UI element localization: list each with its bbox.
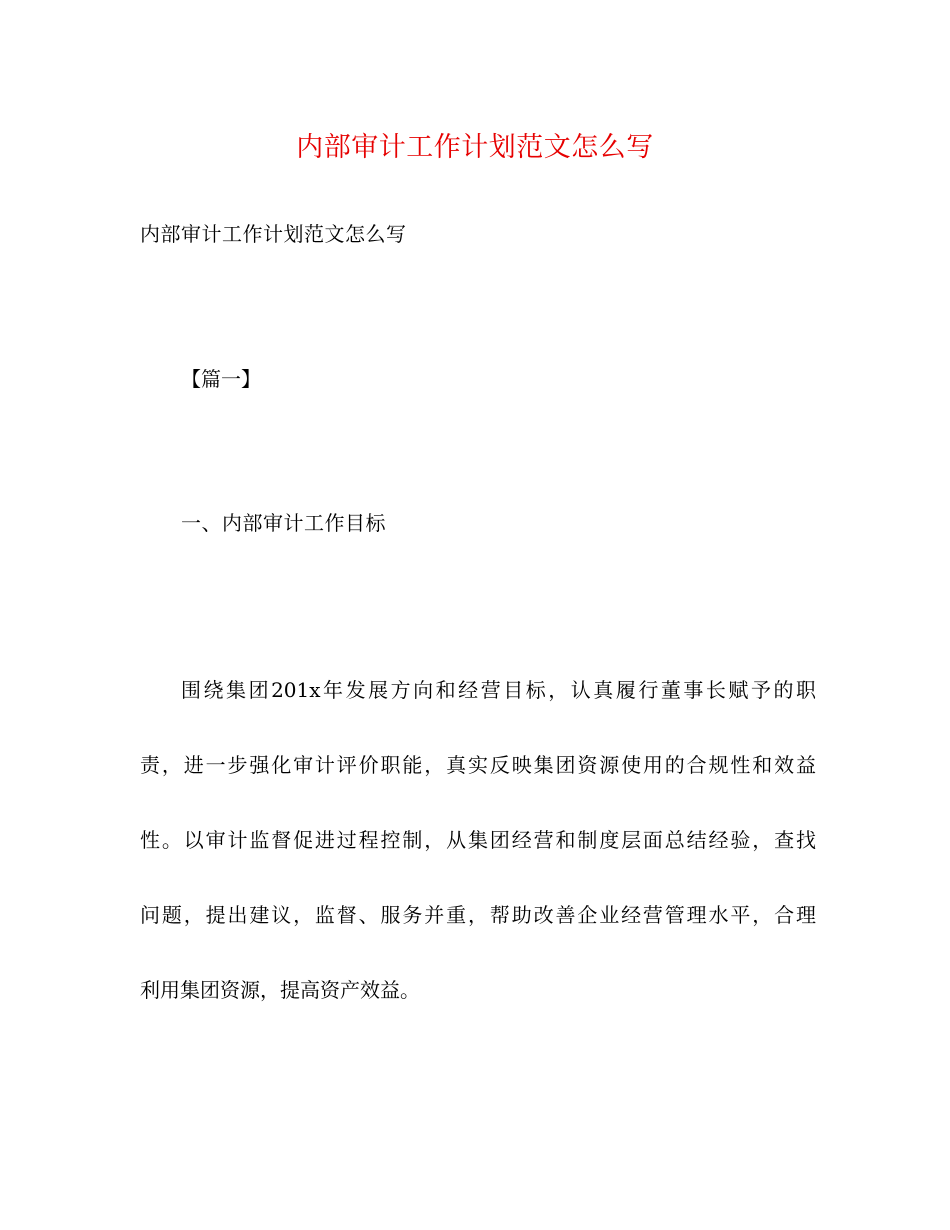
paragraph-line: 利用集团资源，提高资产效益。 xyxy=(140,978,420,1002)
document-subtitle: 内部审计工作计划范文怎么写 xyxy=(140,222,407,246)
document-title: 内部审计工作计划范文怎么写 xyxy=(296,132,654,163)
section-label: 【篇一】 xyxy=(181,367,261,391)
paragraph-line: 问题，提出建议，监督、服务并重，帮助改善企业经营管理水平，合理 xyxy=(140,903,816,927)
paragraph-line: 性。以审计监督促进过程控制，从集团经营和制度层面总结经验，查找 xyxy=(140,828,816,852)
paragraph-line: 围绕集团201x年发展方向和经营目标，认真履行董事长赋予的职 xyxy=(181,678,816,702)
section-heading: 一、内部审计工作目标 xyxy=(181,511,386,535)
body-paragraph xyxy=(140,653,816,1028)
paragraph-line: 责，进一步强化审计评价职能，真实反映集团资源使用的合规性和效益 xyxy=(140,753,816,777)
